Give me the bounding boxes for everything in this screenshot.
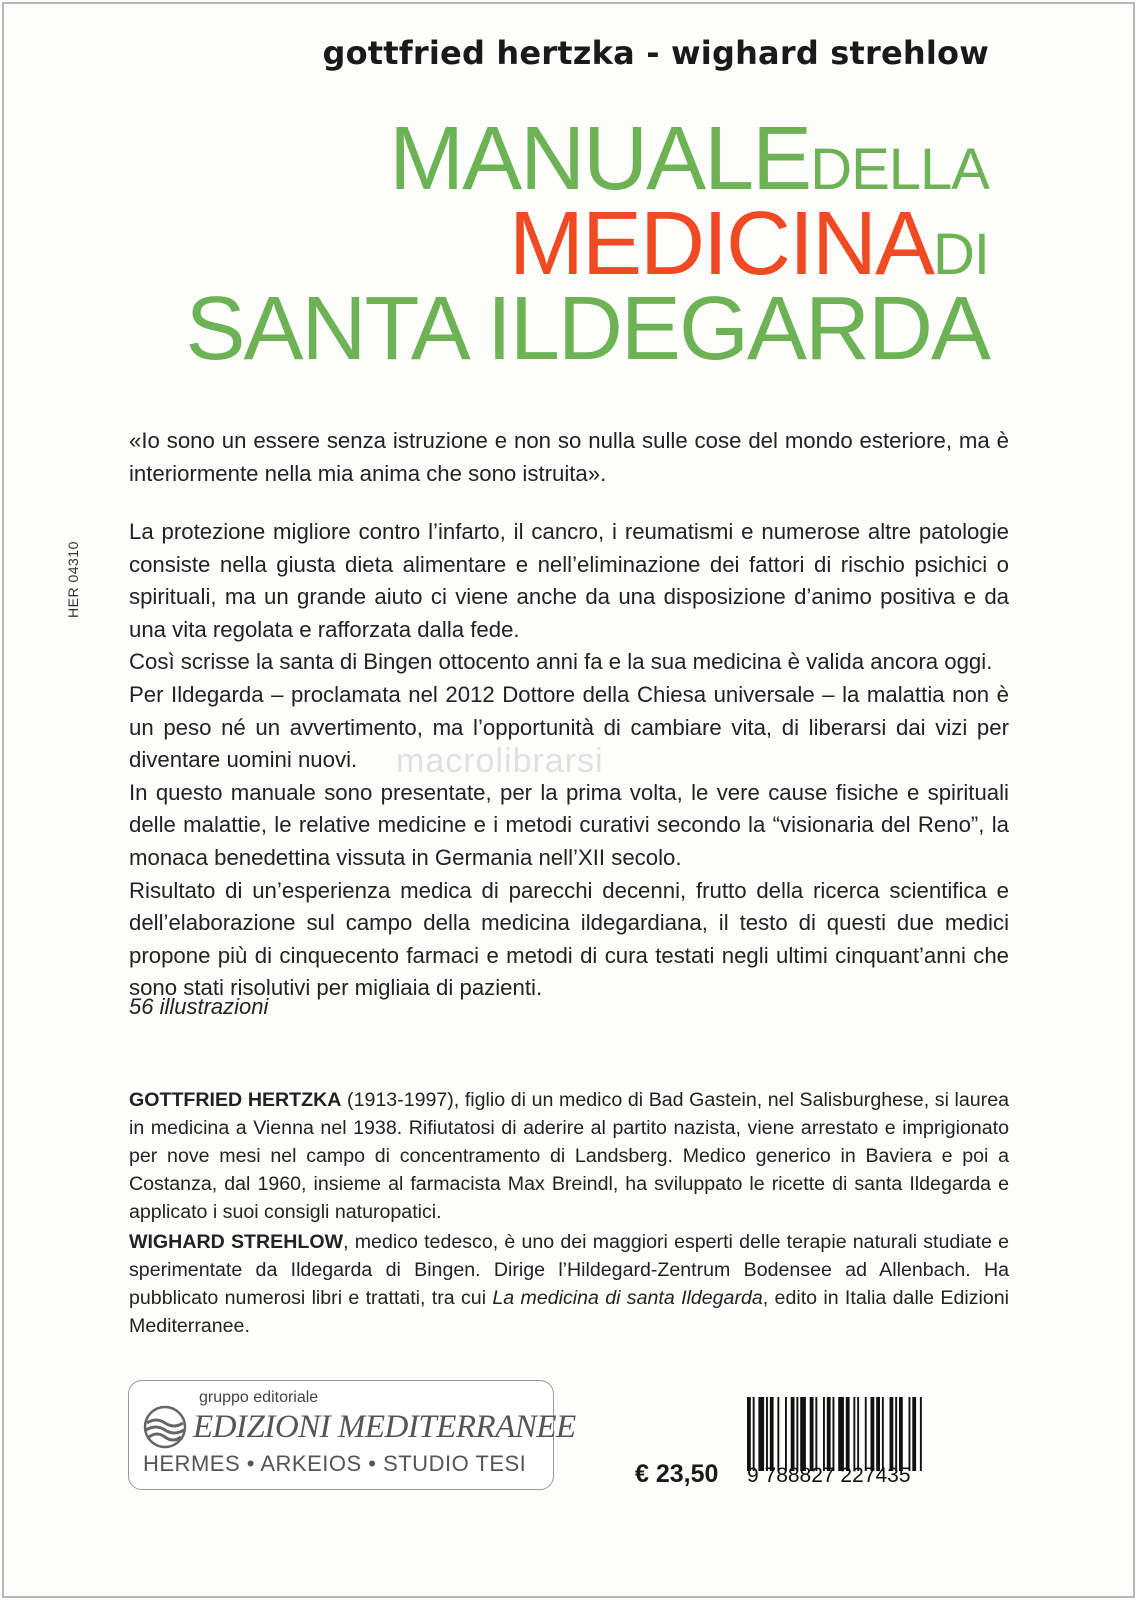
barcode-bar bbox=[895, 1397, 897, 1471]
author-bio-hertzka bbox=[129, 1086, 1009, 1226]
title-word-della: DELLA bbox=[810, 137, 989, 202]
barcode-bar bbox=[823, 1397, 825, 1471]
title-line-2 bbox=[508, 194, 989, 294]
barcode-bar bbox=[827, 1397, 831, 1471]
barcode-bar bbox=[912, 1397, 916, 1471]
publisher-group-label: gruppo editoriale bbox=[199, 1389, 319, 1406]
book-title: La medicina di santa Ildegarda bbox=[492, 1287, 763, 1309]
watermark: macrolibrarsi bbox=[396, 742, 604, 780]
product-code: HER 04310 bbox=[65, 541, 81, 618]
barcode-bar bbox=[770, 1397, 774, 1471]
publisher-name: EDIZIONI MEDITERRANEE bbox=[193, 1409, 576, 1445]
barcode-bar bbox=[800, 1397, 806, 1471]
title-word-di: DI bbox=[933, 222, 989, 287]
barcode-bar bbox=[865, 1397, 867, 1471]
publisher-imprints: HERMES • ARKEIOS • STUDIO TESI bbox=[143, 1451, 527, 1476]
barcode-bar bbox=[857, 1397, 859, 1471]
title-word-manuale: MANUALE bbox=[389, 109, 811, 209]
author-name: GOTTFRIED HERTZKA bbox=[129, 1089, 342, 1111]
barcode-bar bbox=[871, 1397, 875, 1471]
bio-text: , medico tedesco, è uno dei maggiori esperti delle terapie naturali studiate e sperimentate da Ildegarda di Bingen. Dirige l’Hildegard-Zentrum Bodensee ad Allenbach. Ha pubblicato numerosi libri e trattati, tra cui bbox=[129, 1231, 1009, 1309]
barcode-bar bbox=[785, 1397, 787, 1471]
author-name: WIGHARD STREHLOW bbox=[129, 1231, 344, 1253]
authors-line: gottfried hertzka - wighard strehlow bbox=[322, 34, 989, 72]
barcode-bar bbox=[815, 1397, 817, 1471]
author-bio-strehlow bbox=[129, 1228, 1009, 1340]
barcode-bar bbox=[909, 1397, 911, 1471]
barcode-bar bbox=[920, 1397, 922, 1471]
title-line-1 bbox=[389, 109, 989, 209]
bio-text: (1913-1997), figlio di un medico di Bad Gastein, nel Salisburghese, si laurea in medicina a Vienna nel 1938. Rifiutatosi di aderire al partito nazista, viene arrestato e imprigionato per nove mesi nel campo di concentramento di Landsberg. Medico generico in Baviera e poi a Costanza, dal 1960, insieme al farmacista Max Breindl, ha sviluppato le ricette di santa Ildegarda e applicato i suoi consigli naturopatici. bbox=[129, 1089, 1010, 1223]
price: € 23,50 bbox=[635, 1460, 719, 1488]
paragraph: In questo manuale sono presentate, per la prima volta, le vere cause fisiche e spirituali delle malattie, le relative medicine e i metodi curativi secondo la “visionaria del Reno”, la monaca benedettina vissuta in Germania nell’XII secolo. bbox=[129, 779, 1009, 870]
barcode-bar bbox=[899, 1397, 903, 1471]
barcode-bar bbox=[876, 1397, 880, 1471]
publisher-wave-icon bbox=[141, 1405, 189, 1454]
barcode-bar bbox=[890, 1397, 894, 1471]
barcode-bar bbox=[882, 1397, 884, 1471]
paragraph: Per Ildegarda – proclamata nel 2012 Dottore della Chiesa universale – la malattia non è un peso né un avvertimento, ma l’opportunità di cambiare vita, di liberarsi dai vizi per diventare uomini nuovi. bbox=[129, 681, 1009, 773]
barcode-bar bbox=[846, 1397, 850, 1471]
barcode-bar bbox=[777, 1397, 779, 1471]
barcode-bar bbox=[747, 1397, 751, 1471]
barcode-bar bbox=[796, 1397, 798, 1471]
barcode-bar bbox=[753, 1397, 755, 1471]
paragraph: La protezione migliore contro l’infarto, il cancro, i reumatismi e numerose altre patologie consiste nella giusta dieta alimentare e nell’eliminazione dei fattori di rischio psichici o spirituali, ma un grande aiuto ci viene anche da una disposizione d’animo positiva e da una vita regolata e rafforzata dalla fede. bbox=[129, 519, 1009, 642]
barcode-bar bbox=[833, 1397, 835, 1471]
barcode-bar bbox=[791, 1397, 795, 1471]
bio-text-tail: , edito in Italia dalle Edizioni Mediterranee. bbox=[129, 1287, 1009, 1337]
title-word-medicina: MEDICINA bbox=[508, 194, 933, 294]
paragraph: Così scrisse la santa di Bingen ottocento anni fa e la sua medicina è valida ancora oggi. bbox=[129, 649, 993, 675]
paragraph: Risultato di un’esperienza medica di parecchi decenni, frutto della ricerca scientifica e dell’elaborazione sul campo della medicina ildegardiana, il testo di questi due medici propone più di cinquecento farmaci e metodi di cura testati negli ultimi cinquant’anni che sono stati risolutivi per migliaia di pazienti. bbox=[129, 877, 1009, 1001]
title-line-3 bbox=[185, 279, 989, 379]
opening-quote: «Io sono un essere senza istruzione e non so nulla sulle cose del mondo esteriore, ma è interiormente nella mia anima che sono istruita». bbox=[129, 428, 1009, 486]
barcode-bar bbox=[766, 1397, 768, 1471]
illustrations-note: 56 illustrazioni bbox=[129, 994, 269, 1019]
barcode-bar bbox=[758, 1397, 764, 1471]
barcode-bar bbox=[838, 1397, 844, 1471]
book-back-cover bbox=[2, 2, 1135, 1598]
title-words-santa-ildegarda: SANTA ILDEGARDA bbox=[185, 279, 989, 379]
isbn-digits: 9 788827 227435 bbox=[747, 1464, 911, 1487]
barcode-bars bbox=[745, 1397, 985, 1471]
barcode-bar bbox=[810, 1397, 814, 1471]
publisher-box bbox=[128, 1380, 576, 1490]
barcode-bar bbox=[853, 1397, 855, 1471]
